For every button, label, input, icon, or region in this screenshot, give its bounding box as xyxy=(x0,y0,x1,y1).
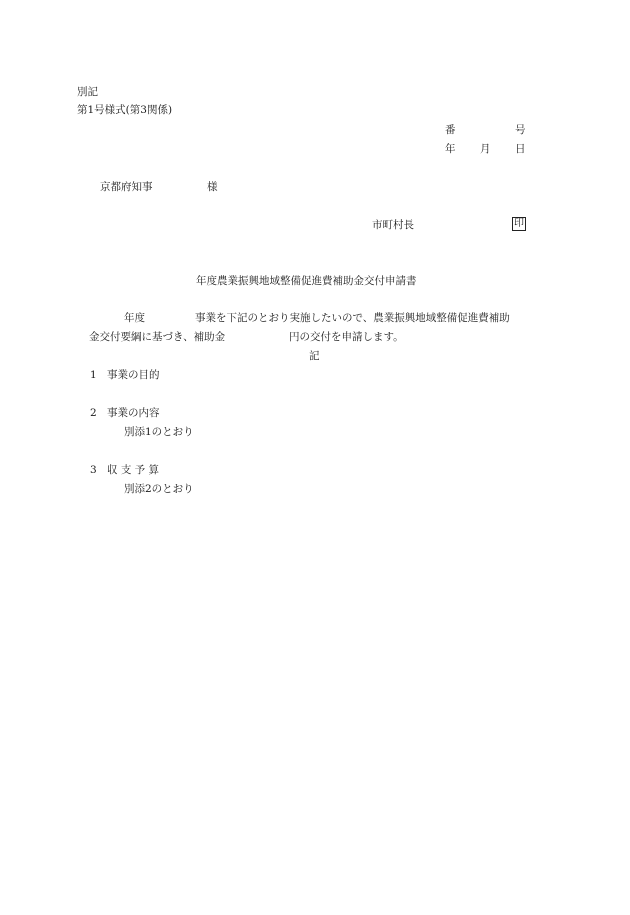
sender-title: 市町村長 xyxy=(372,219,414,231)
body-line-1: 事業を下記のとおり実施したいので、農業振興地域整備促進費補助 xyxy=(195,312,510,324)
number-label: 番 xyxy=(445,124,456,136)
body-line-2b: 円の交付を申請します。 xyxy=(289,331,404,343)
form-label: 第1号様式(第3関係) xyxy=(77,104,173,116)
document-title: 年度農業振興地域整備促進費補助金交付申請書 xyxy=(196,275,417,287)
item-label: 事業の内容 xyxy=(107,407,160,419)
item-label: 事業の目的 xyxy=(107,369,160,381)
body-year-word: 年度 xyxy=(124,312,145,324)
day-label: 日 xyxy=(515,143,526,155)
number-suffix: 号 xyxy=(515,124,526,136)
month-label: 月 xyxy=(480,143,491,155)
item-number: 2 xyxy=(90,407,97,419)
seal-mark: 印 xyxy=(514,218,524,229)
item-label: 収 支 予 算 xyxy=(107,464,160,476)
addressee-honorific: 様 xyxy=(207,181,218,193)
year-label: 年 xyxy=(445,143,456,155)
annex-label: 別記 xyxy=(77,86,98,98)
item-detail: 別添2のとおり xyxy=(124,483,194,495)
ki-heading: 記 xyxy=(309,350,320,362)
item-number: 1 xyxy=(90,369,97,381)
item-number: 3 xyxy=(90,464,97,476)
item-detail: 別添1のとおり xyxy=(124,426,194,438)
addressee-name: 京都府知事 xyxy=(100,181,153,193)
body-line-2a: 金交付要綱に基づき、補助金 xyxy=(89,331,226,343)
